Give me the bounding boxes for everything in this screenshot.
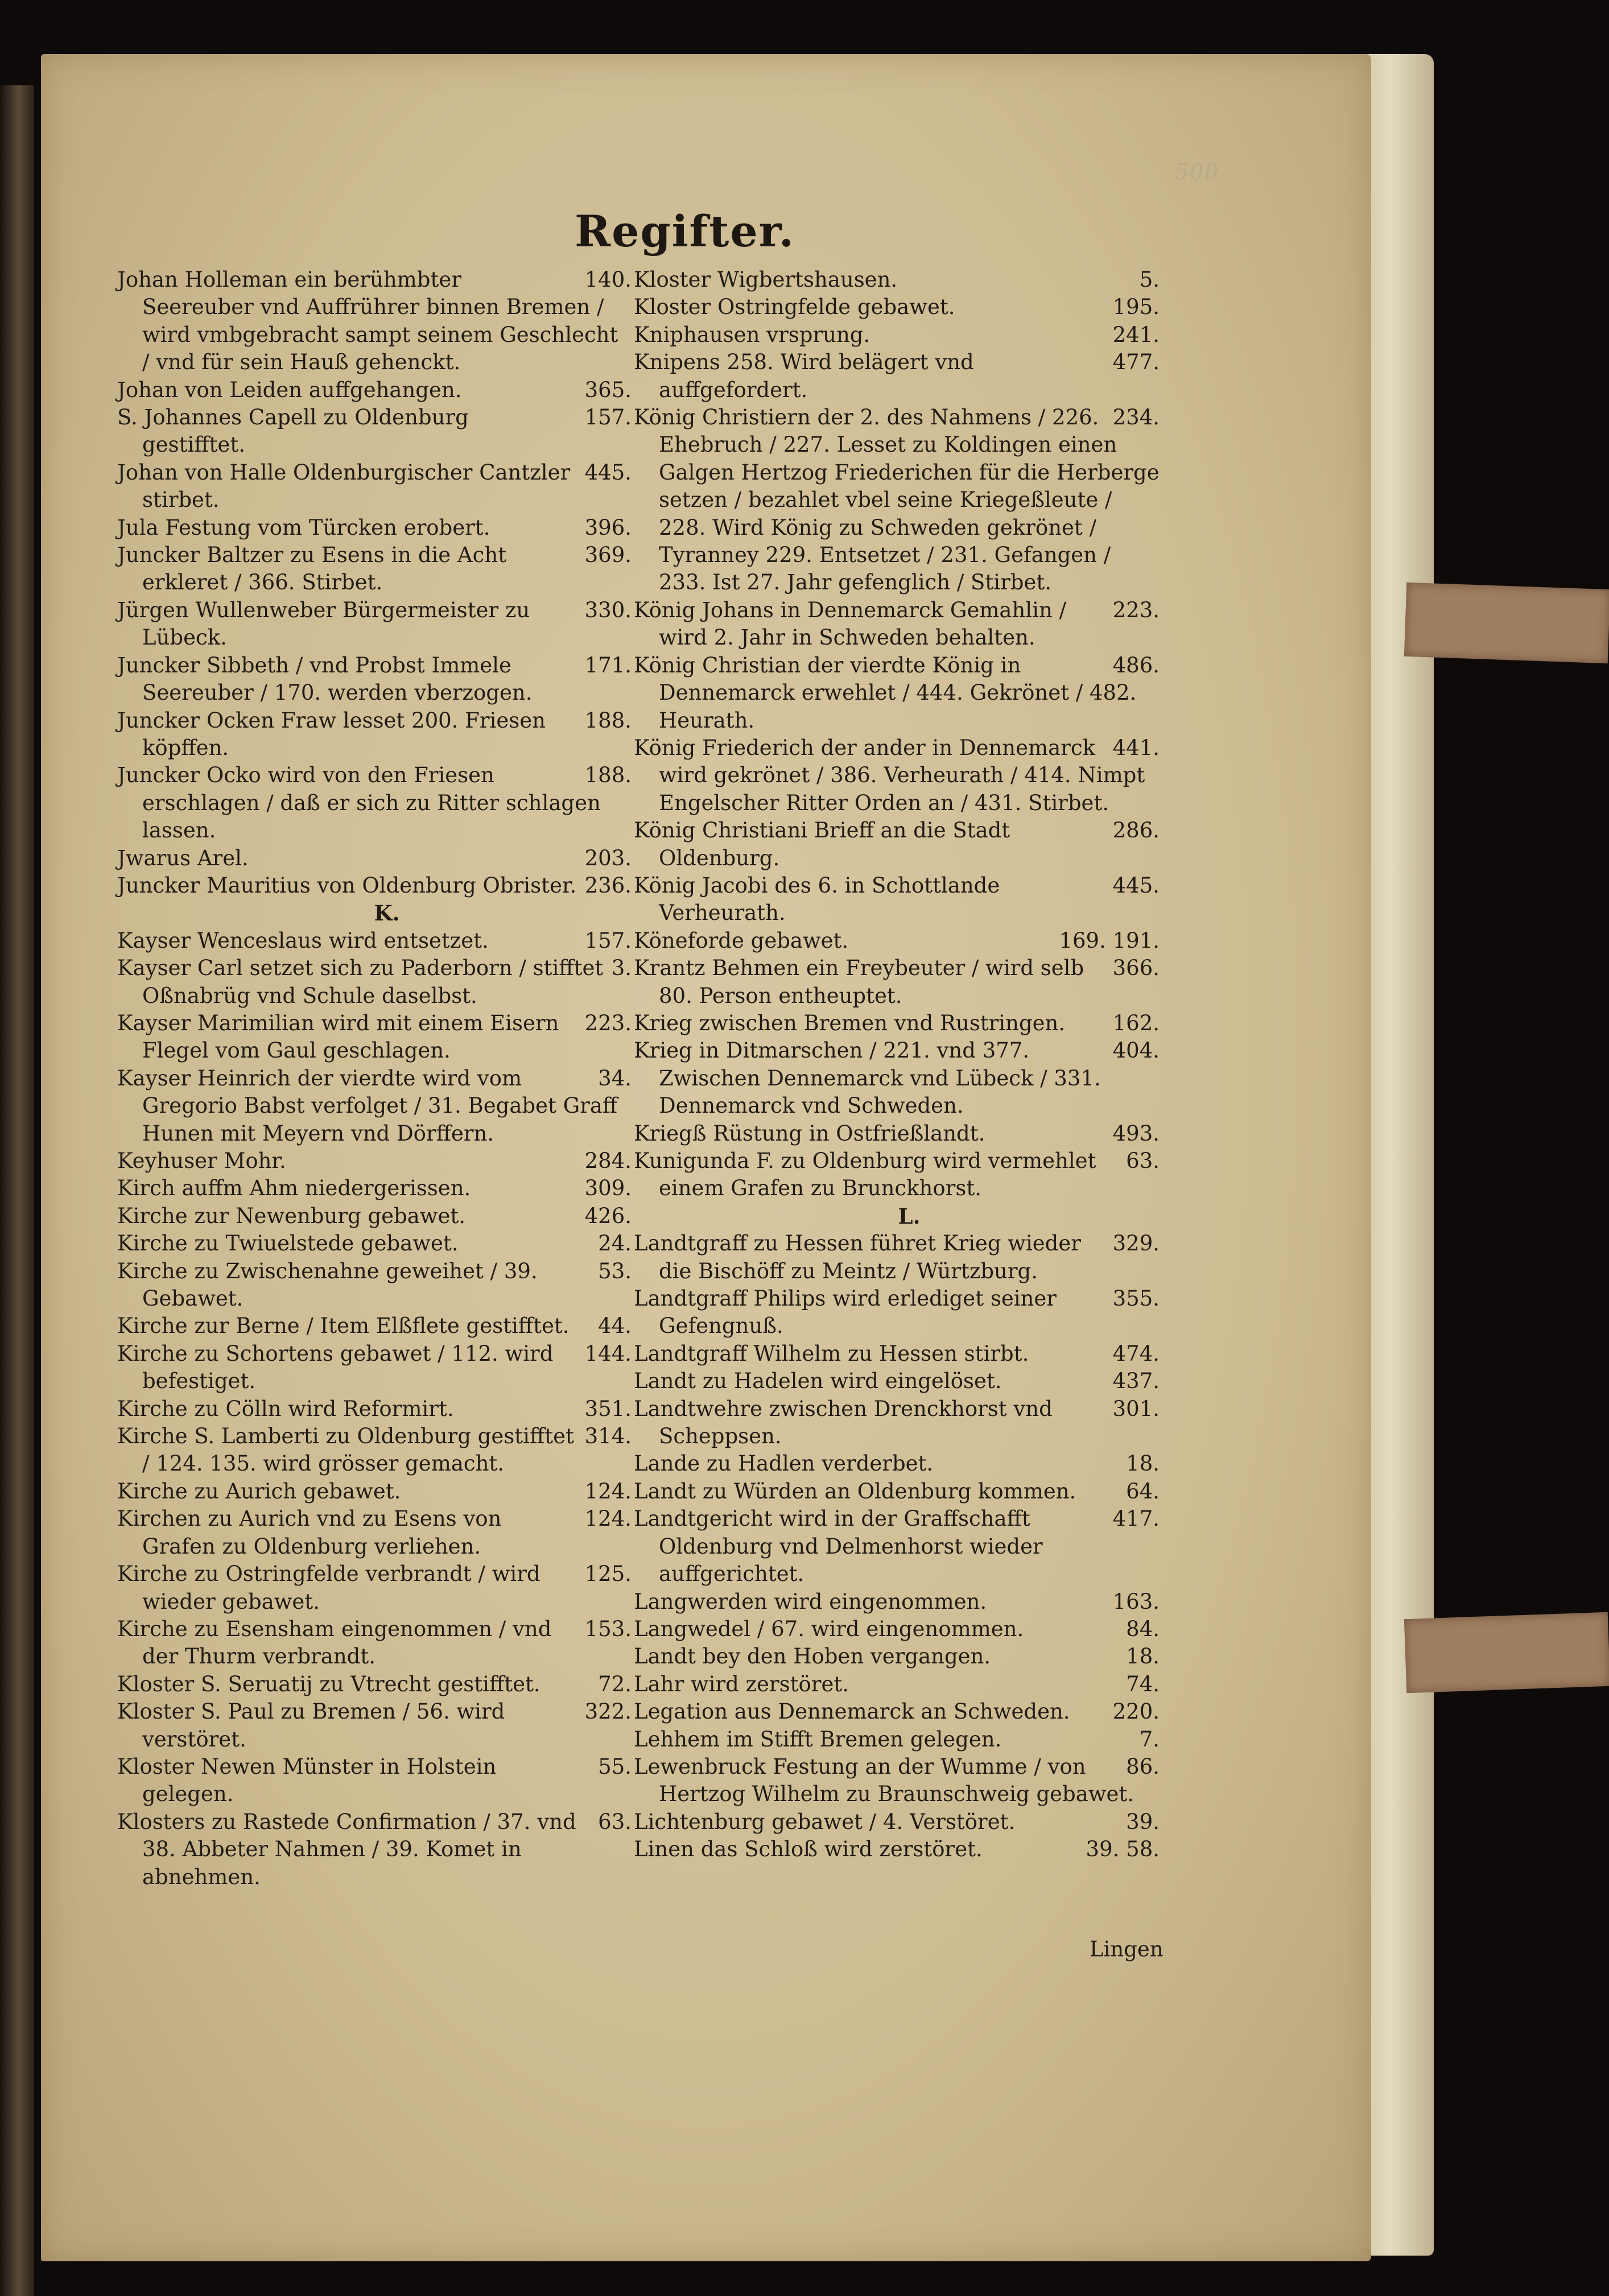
entry-text: Kirche zu Cölln wird Reformirt.	[117, 1396, 454, 1421]
index-entry	[117, 1010, 632, 1065]
entry-text: Knipens 258. Wird belägert vnd auffgefordert.	[634, 350, 974, 402]
entry-text: Langwedel / 67. wird eingenommen.	[634, 1616, 1024, 1641]
entry-text: Lehhem im Stifft Bremen gelegen.	[634, 1727, 1002, 1752]
index-entry	[634, 1450, 1160, 1477]
page-reference: 241.	[1112, 322, 1160, 347]
page-reference: 220.	[1112, 1699, 1160, 1724]
entry-text: Juncker Ocken Fraw lesset 200. Friesen köpffen.	[117, 708, 546, 760]
page-reference: 445.	[584, 460, 632, 485]
index-entry	[634, 266, 1160, 294]
entry-text: Krantz Behmen ein Freybeuter / wird selb 80. Person entheuptet.	[634, 956, 1084, 1008]
entry-text: Lewenbruck Festung an der Wumme / von Hertzog Wilhelm zu Braunschweig gebawet.	[634, 1754, 1134, 1807]
page-title: Regifter.	[575, 206, 795, 257]
index-entry	[634, 1368, 1160, 1395]
page-reference: 72.	[598, 1671, 632, 1696]
page-reference: 474.	[1112, 1341, 1160, 1366]
index-entry	[117, 707, 632, 762]
index-entry	[634, 734, 1160, 817]
index-entry	[634, 1230, 1160, 1285]
entry-text: Kayser Carl setzet sich zu Paderborn / stifftet Oßnabrüg vnd Schule daselbst.	[117, 956, 604, 1008]
index-entry	[634, 1616, 1160, 1643]
pencil-page-mark: 500	[1175, 159, 1220, 184]
index-entry	[634, 1698, 1160, 1725]
entry-text: Kirche zu Ostringfelde verbrandt / wird wieder gebawet.	[117, 1562, 541, 1614]
entry-text: Linen das Schloß wird zerstöret.	[634, 1837, 983, 1862]
page-reference: 86.	[1126, 1754, 1160, 1779]
entry-text: Kloster S. Seruatij zu Vtrecht gestifftet.	[117, 1671, 541, 1696]
index-entry	[117, 1312, 632, 1340]
entry-text: Landtgericht wird in der Graffschafft Oldenburg vnd Delmenhorst wieder auffgerichtet.	[634, 1506, 1043, 1587]
entry-text: Jula Festung vom Türcken erobert.	[117, 515, 490, 540]
entry-text: Juncker Sibbeth / vnd Probst Immele Seereuber / 170. werden vberzogen.	[117, 653, 533, 705]
page-reference: 39.	[1126, 1809, 1160, 1834]
page-reference: 157.	[584, 928, 632, 953]
page-reference: 286.	[1112, 818, 1160, 843]
page-reference: 140.	[584, 267, 632, 292]
page-reference: 188.	[584, 763, 632, 788]
index-entry	[634, 1643, 1160, 1670]
index-entry	[117, 1698, 632, 1753]
index-column-left	[117, 266, 632, 1891]
entry-text: S. Johannes Capell zu Oldenburg gestifftet.	[117, 405, 469, 457]
index-entry	[117, 1203, 632, 1230]
page-reference: 64.	[1126, 1479, 1160, 1504]
entry-text: König Johans in Dennemarck Gemahlin / wird 2. Jahr in Schweden behalten.	[634, 597, 1067, 650]
page-reference: 329.	[1112, 1231, 1160, 1256]
index-entry	[117, 1147, 632, 1175]
index-entry	[117, 1258, 632, 1313]
index-column-right	[634, 266, 1160, 1864]
entry-text: Kirche zur Berne / Item Elßflete gestifftet.	[117, 1314, 570, 1339]
index-entry	[117, 1616, 632, 1671]
entry-text: Landtgraff Wilhelm zu Hessen stirbt.	[634, 1341, 1029, 1366]
page-reference: 7.	[1139, 1727, 1160, 1752]
index-entry	[117, 1808, 632, 1891]
entry-text: Legation aus Dennemarck an Schweden.	[634, 1699, 1070, 1724]
entry-text: Köneforde gebawet.	[634, 928, 849, 953]
bookmark-ribbon	[1404, 1612, 1609, 1693]
page-reference: 34.	[598, 1066, 632, 1091]
page-reference: 236.	[584, 873, 632, 898]
page-reference: 24.	[598, 1231, 632, 1256]
entry-text: Kloster Wigbertshausen.	[634, 267, 898, 292]
entry-text: Johan von Halle Oldenburgischer Cantzler stirbet.	[117, 460, 571, 513]
entry-text: Kloster S. Paul zu Bremen / 56. wird verstöret.	[117, 1699, 505, 1752]
index-entry	[117, 1505, 632, 1560]
page-reference: 171.	[584, 653, 632, 678]
index-entry	[117, 927, 632, 955]
entry-text: Krieg zwischen Bremen vnd Rustringen.	[634, 1010, 1066, 1035]
index-entry	[634, 1147, 1160, 1203]
entry-text: Krieg in Ditmarschen / 221. vnd 377. Zwischen Dennemarck vnd Lübeck / 331. Dennemarck vnd Schweden.	[634, 1038, 1101, 1118]
index-entry	[634, 927, 1160, 955]
page-reference: 486.	[1112, 653, 1160, 678]
entry-text: Jürgen Wullenweber Bürgermeister zu Lübeck.	[117, 597, 530, 650]
page-reference: 234.	[1112, 405, 1160, 430]
index-entry	[117, 652, 632, 707]
index-entry	[117, 542, 632, 597]
page-reference: 63.	[1126, 1149, 1160, 1173]
page-reference: 330.	[584, 597, 632, 622]
entry-text: Langwerden wird eingenommen.	[634, 1589, 987, 1614]
page-reference: 39. 58.	[1086, 1837, 1160, 1862]
entry-text: Kunigunda F. zu Oldenburg wird vermehlet einem Grafen zu Brunckhorst.	[634, 1149, 1096, 1201]
index-entry	[117, 1753, 632, 1808]
page-reference: 84.	[1126, 1616, 1160, 1641]
entry-text: Landtgraff zu Hessen führet Krieg wieder die Bischöff zu Meintz / Würtzburg.	[634, 1231, 1081, 1283]
page-reference: 404.	[1112, 1038, 1160, 1063]
entry-text: Kirche S. Lamberti zu Oldenburg gestifftet / 124. 135. wird grösser gemacht.	[117, 1424, 574, 1476]
page-reference: 124.	[584, 1506, 632, 1531]
page-reference: 314.	[584, 1424, 632, 1449]
page-reference: 441.	[1112, 735, 1160, 760]
index-entry	[634, 404, 1160, 597]
entry-text: Kirche zu Zwischenahne geweihet / 39. Gebawet.	[117, 1258, 538, 1311]
page-reference: 301.	[1112, 1396, 1160, 1421]
entry-text: Landt zu Würden an Oldenburg kommen.	[634, 1479, 1076, 1504]
page-reference: 309.	[584, 1176, 632, 1201]
page-reference: 18.	[1126, 1451, 1160, 1476]
page-reference: 426.	[584, 1203, 632, 1228]
entry-text: Kirch auffm Ahm niedergerissen.	[117, 1176, 471, 1201]
entry-text: König Christiani Brieff an die Stadt Oldenburg.	[634, 818, 1010, 870]
index-entry	[634, 1285, 1160, 1340]
index-entry	[117, 1065, 632, 1147]
book-binding	[0, 85, 34, 2296]
index-entry	[117, 1560, 632, 1616]
index-entry	[634, 1588, 1160, 1616]
entry-text: Landtwehre zwischen Drenckhorst vnd Scheppsen.	[634, 1396, 1053, 1449]
page-reference: 322.	[584, 1699, 632, 1724]
page-reference: 163.	[1112, 1589, 1160, 1614]
index-entry	[117, 1175, 632, 1202]
index-entry	[634, 652, 1160, 734]
index-entry	[634, 872, 1160, 927]
index-entry	[117, 1395, 632, 1423]
page-reference: 223.	[1112, 597, 1160, 622]
index-entry	[117, 1478, 632, 1505]
index-entry	[117, 459, 632, 514]
entry-text: König Christiern der 2. des Nahmens / 226. Ehebruch / 227. Lesset zu Koldingen einen Galgen Hertzog Friederichen für die Herberge setzen / bezahlet vbel seine Kriegeßleute / 228. Wird König zu Schweden gekrönet / Tyranney 229. Entsetzet / 231. Gefangen / 233. Ist 27. Jahr gefenglich / Stirbet.	[634, 405, 1160, 595]
entry-text: Kayser Marimilian wird mit einem Eisern Flegel vom Gaul geschlagen.	[117, 1010, 559, 1063]
page-reference: 44.	[598, 1314, 632, 1339]
index-entry	[117, 266, 632, 377]
index-entry	[634, 1010, 1160, 1037]
page-reference: 157.	[584, 405, 632, 430]
page-reference: 63.	[598, 1809, 632, 1834]
index-entry	[117, 1671, 632, 1698]
index-entry	[634, 1478, 1160, 1505]
entry-text: Kayser Heinrich der vierdte wird vom Gregorio Babst verfolget / 31. Begabet Graff Hunen mit Meyern vnd Dörffern.	[117, 1066, 618, 1146]
page-reference: 223.	[584, 1010, 632, 1035]
index-entry	[634, 1340, 1160, 1368]
bookmark-ribbon	[1404, 583, 1609, 663]
page-reference: 124.	[584, 1479, 632, 1504]
entry-text: Kirche zu Twiuelstede gebawet.	[117, 1231, 459, 1256]
index-entry	[634, 1037, 1160, 1120]
entry-text: Kloster Newen Münster in Holstein gelegen.	[117, 1754, 497, 1807]
entry-text: Lichtenburg gebawet / 4. Verstöret.	[634, 1809, 1016, 1834]
index-entry	[117, 1230, 632, 1257]
entry-text: Klosters zu Rastede Confirmation / 37. vnd 38. Abbeter Nahmen / 39. Komet in abnehmen.	[117, 1809, 576, 1889]
index-entry	[634, 597, 1160, 652]
section-letter-heading: L.	[898, 1203, 921, 1229]
entry-text: Juncker Ocko wird von den Friesen erschlagen / daß er sich zu Ritter schlagen lassen.	[117, 763, 601, 843]
index-entry	[634, 321, 1160, 349]
entry-text: Jwarus Arel.	[117, 845, 249, 870]
page-reference: 366.	[1112, 956, 1160, 981]
index-entry	[634, 294, 1160, 321]
page-reference: 169. 191.	[1059, 928, 1160, 953]
entry-text: Kirche zur Newenburg gebawet.	[117, 1203, 465, 1228]
index-entry	[117, 404, 632, 459]
index-entry	[117, 1423, 632, 1478]
entry-text: Landt bey den Hoben vergangen.	[634, 1644, 991, 1669]
entry-text: Lande zu Hadlen verderbet.	[634, 1451, 934, 1476]
page-reference: 162.	[1112, 1010, 1160, 1035]
index-entry	[634, 349, 1160, 404]
page-reference: 493.	[1112, 1121, 1160, 1146]
index-entry	[634, 1808, 1160, 1836]
entry-text: Juncker Baltzer zu Esens in die Acht erkleret / 366. Stirbet.	[117, 543, 507, 595]
page-reference: 5.	[1139, 267, 1160, 292]
entry-text: Kloster Ostringfelde gebawet.	[634, 295, 955, 320]
index-entry	[634, 817, 1160, 872]
page-reference: 144.	[584, 1341, 632, 1366]
page-reference: 55.	[598, 1754, 632, 1779]
page-reference: 365.	[584, 377, 632, 402]
entry-text: Kirche zu Schortens gebawet / 112. wird befestiget.	[117, 1341, 554, 1394]
page-reference: 18.	[1126, 1644, 1160, 1669]
entry-text: Landtgraff Philips wird erlediget seiner Gefengnuß.	[634, 1286, 1057, 1339]
entry-text: Kayser Wenceslaus wird entsetzet.	[117, 928, 489, 953]
entry-text: Kirchen zu Aurich vnd zu Esens von Grafen zu Oldenburg verliehen.	[117, 1506, 502, 1559]
page-reference: 445.	[1112, 873, 1160, 898]
index-entry	[117, 872, 632, 899]
page-reference: 53.	[598, 1258, 632, 1283]
section-letter-heading: K.	[374, 901, 400, 926]
entry-text: Keyhuser Mohr.	[117, 1149, 286, 1173]
entry-text: Kriegß Rüstung in Ostfrießlandt.	[634, 1121, 985, 1146]
page-reference: 195.	[1112, 295, 1160, 320]
entry-text: Kniphausen vrsprung.	[634, 322, 870, 347]
entry-text: Johan Holleman ein berühmbter Seereuber vnd Auffrührer binnen Bremen / wird vmbgebracht sampt seinem Geschlecht / vnd für sein Hauß gehenckt.	[117, 267, 618, 375]
page-reference: 417.	[1112, 1506, 1160, 1531]
index-entry	[634, 1753, 1160, 1808]
page-reference: 437.	[1112, 1369, 1160, 1394]
entry-text: König Friederich der ander in Dennemarck wird gekrönet / 386. Verheurath / 414. Nimpt Engelscher Ritter Orden an / 431. Stirbet.	[634, 735, 1145, 815]
index-entry	[634, 1726, 1160, 1753]
index-entry	[117, 597, 632, 652]
entry-text: Johan von Leiden auffgehangen.	[117, 377, 462, 402]
index-entry	[117, 845, 632, 872]
page-reference: 351.	[584, 1396, 632, 1421]
page-reference: 153.	[584, 1616, 632, 1641]
page-reference: 74.	[1126, 1671, 1160, 1696]
page-reference: 125.	[584, 1562, 632, 1587]
entry-text: König Jacobi des 6. in Schottlande Verheurath.	[634, 873, 1000, 926]
entry-text: Juncker Mauritius von Oldenburg Obrister.	[117, 873, 577, 898]
index-entry	[634, 955, 1160, 1010]
entry-text: Kirche zu Esensham eingenommen / vnd der Thurm verbrandt.	[117, 1616, 552, 1669]
index-entry	[117, 955, 632, 1010]
index-entry	[634, 1120, 1160, 1147]
page-reference: 188.	[584, 708, 632, 733]
page-reference: 396.	[584, 515, 632, 540]
entry-text: Kirche zu Aurich gebawet.	[117, 1479, 401, 1504]
entry-text: Lahr wird zerstöret.	[634, 1671, 849, 1696]
page-reference: 477.	[1112, 350, 1160, 375]
page-reference: 3.	[611, 956, 632, 981]
catchword: Lingen	[1090, 1937, 1164, 1961]
page-reference: 369.	[584, 543, 632, 568]
page-reference: 284.	[584, 1149, 632, 1173]
index-entry	[117, 377, 632, 404]
entry-text: Landt zu Hadelen wird eingelöset.	[634, 1369, 1002, 1394]
index-entry	[117, 1340, 632, 1395]
page-reference: 203.	[584, 845, 632, 870]
index-entry	[634, 1395, 1160, 1451]
index-entry	[634, 1671, 1160, 1698]
page-reference: 355.	[1112, 1286, 1160, 1311]
index-entry	[634, 1505, 1160, 1588]
index-entry	[634, 1836, 1160, 1863]
index-entry	[117, 762, 632, 844]
entry-text: König Christian der vierdte König in Dennemarck erwehlet / 444. Gekrönet / 482. Heurath.	[634, 653, 1137, 733]
index-entry	[117, 514, 632, 542]
